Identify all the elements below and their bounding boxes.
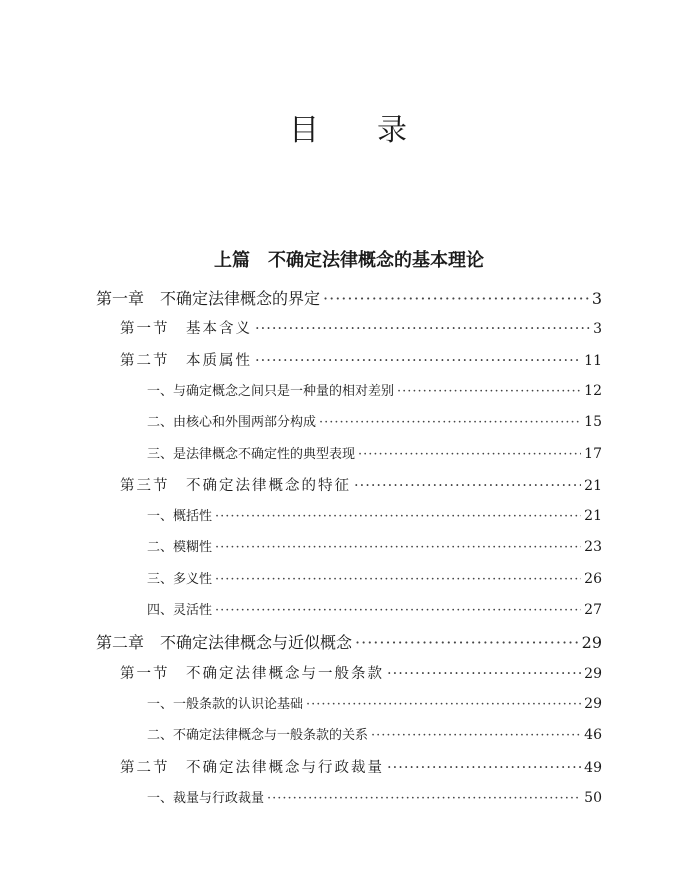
toc-entry-label: 二、不确定法律概念与一般条款的关系: [147, 728, 369, 744]
toc-entry-chapter[interactable]: [96, 286, 602, 309]
toc-dot-leader: [215, 509, 581, 524]
toc-entry-page: 12: [584, 382, 602, 399]
toc-entry-item[interactable]: [147, 411, 602, 430]
toc-dot-leader: [358, 447, 581, 462]
toc-entry-label: 一、与确定概念之间只是一种量的相对差别: [147, 383, 395, 399]
toc-dot-leader: [215, 540, 581, 555]
toc-entry-item[interactable]: [147, 505, 602, 524]
toc-entry-page: 26: [584, 570, 602, 587]
toc-entry-item[interactable]: [147, 693, 602, 712]
toc-entry-label: 一、概括性: [147, 509, 213, 525]
toc-dot-leader: [387, 666, 581, 682]
toc-dot-leader: [215, 603, 581, 618]
title-char-left: 目: [289, 113, 321, 148]
toc-entry-label: 第一节 不确定法律概念与一般条款: [120, 665, 384, 682]
toc-entry-label: 第一节 基本含义: [120, 321, 252, 338]
toc-entry-label: 二、模糊性: [147, 540, 213, 556]
page-title: [0, 105, 698, 149]
toc-entry-page: 21: [584, 508, 602, 525]
toc-entry-label: 第二节 不确定法律概念与行政裁量: [120, 759, 384, 776]
toc-dot-leader: [371, 728, 581, 743]
toc-entry-label: 二、由核心和外围两部分构成: [147, 415, 317, 431]
toc-dot-leader: [397, 384, 581, 399]
toc-dot-leader: [319, 415, 581, 430]
toc-entry-label: 第二节 本质属性: [120, 352, 252, 369]
toc-dot-leader: [387, 760, 581, 776]
part-title: 上篇 不确定法律概念的基本理论: [214, 250, 484, 271]
toc-dot-leader: [267, 791, 581, 806]
toc-entry-page: 27: [584, 602, 602, 618]
toc-entry-page: 29: [581, 633, 602, 653]
toc-entry-page: 11: [584, 352, 602, 369]
toc-dot-leader: [255, 353, 581, 369]
toc-entry-label: 第一章 不确定法律概念的界定: [96, 289, 321, 308]
toc-entry-page: 15: [584, 414, 602, 431]
toc-entry-page: 29: [584, 665, 602, 682]
toc-entry-label: 第三节 不确定法律概念的特征: [120, 477, 351, 494]
toc-entry-label: 一、一般条款的认识论基础: [147, 696, 304, 712]
toc-entry-page: 23: [584, 539, 602, 556]
toc-entry-item[interactable]: [147, 724, 602, 743]
toc-entry-label: 三、多义性: [147, 571, 213, 587]
toc-entry-page: 3: [591, 289, 602, 308]
toc-dot-leader: [323, 289, 589, 308]
toc-entry-label: 第二章 不确定法律概念与近似概念: [96, 633, 353, 653]
toc-entry-item[interactable]: [147, 787, 602, 806]
toc-dot-leader: [306, 697, 581, 712]
toc-entry-section[interactable]: [120, 662, 602, 683]
toc-entry-label: 四、灵活性: [147, 603, 213, 618]
toc-entry-label: 一、裁量与行政裁量: [147, 790, 265, 806]
toc-dot-leader: [255, 321, 590, 337]
toc-entry-item[interactable]: [147, 568, 602, 587]
toc-entry-label: 三、是法律概念不确定性的典型表现: [147, 446, 356, 462]
toc-entry-page: 29: [584, 695, 602, 712]
toc-dot-leader: [355, 633, 579, 652]
toc-entry-item[interactable]: [147, 536, 602, 555]
toc-entry-item[interactable]: [147, 443, 602, 462]
toc-entry-page: 3: [593, 321, 602, 338]
toc-entry-section[interactable]: [120, 756, 602, 777]
toc-dot-leader: [354, 478, 581, 494]
toc-entry-section[interactable]: [120, 317, 602, 338]
toc-entry-page: 21: [584, 477, 602, 494]
toc-entry-item[interactable]: [147, 380, 602, 399]
toc-entry-section[interactable]: [120, 349, 602, 370]
toc-dot-leader: [215, 572, 581, 587]
toc-entry-page: 50: [584, 789, 602, 806]
title-char-right: 录: [377, 113, 409, 148]
toc-entry-chapter[interactable]: [96, 630, 602, 653]
toc-entry-item[interactable]: [147, 599, 602, 618]
toc-entry-page: 17: [584, 445, 602, 462]
toc-entry-page: 46: [584, 727, 602, 744]
toc-entry-page: 49: [584, 759, 602, 776]
toc-entry-section[interactable]: [120, 474, 602, 495]
